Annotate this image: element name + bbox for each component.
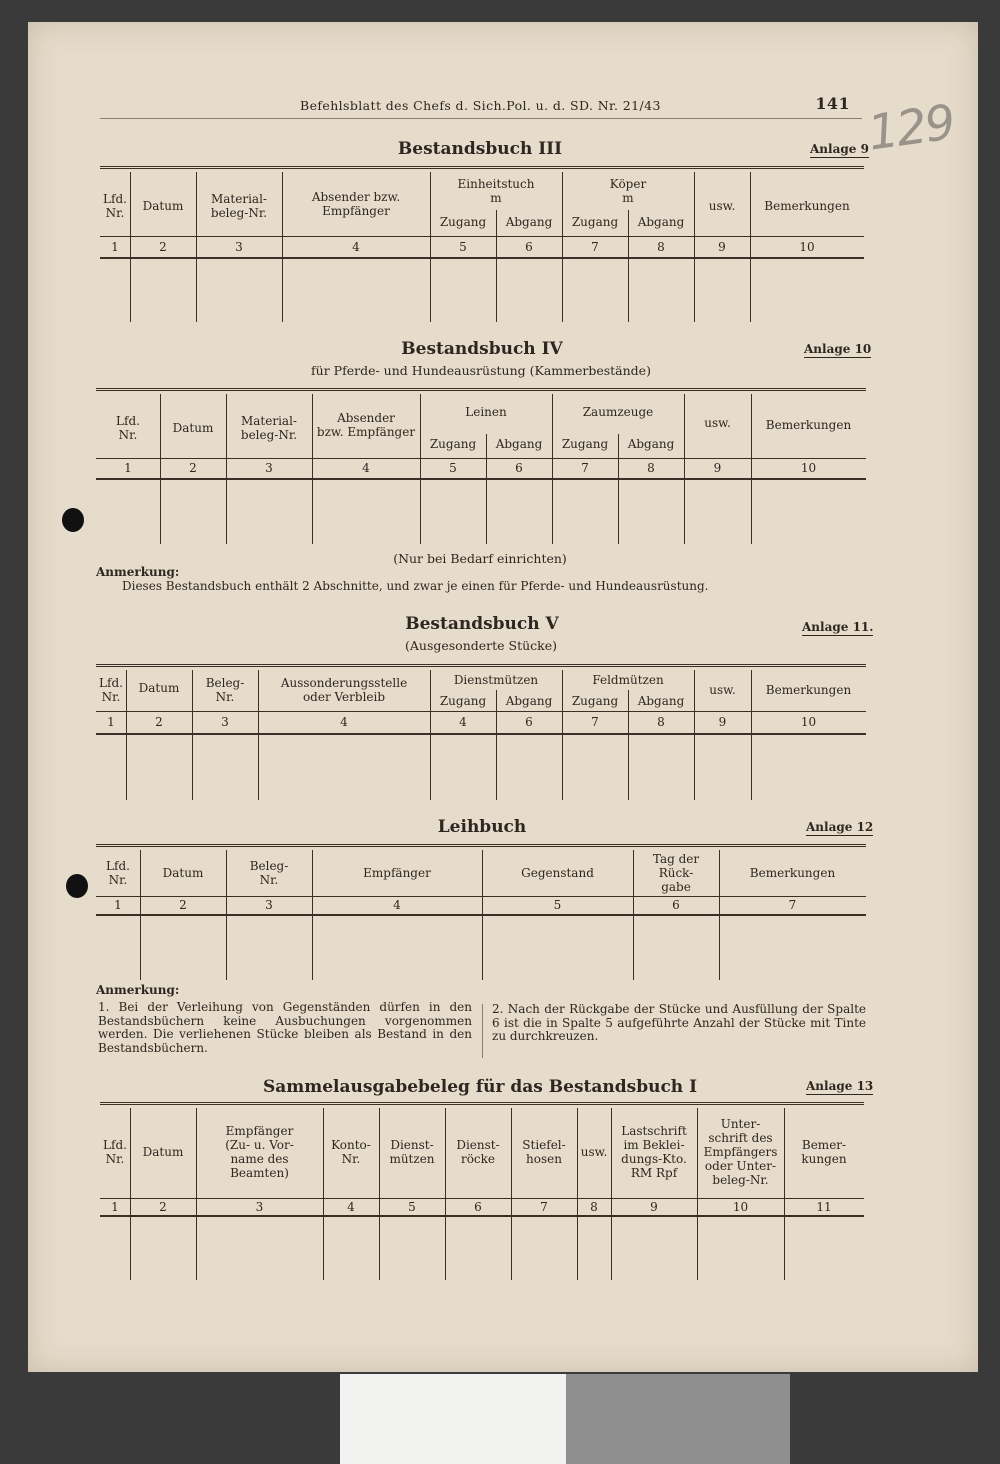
table-footnote: (Nur bei Bedarf einrichten) (393, 551, 567, 566)
col-number: 9 (718, 240, 726, 254)
col-number: 10 (800, 715, 817, 729)
note-heading: Anmerkung: (96, 565, 180, 579)
col-zugang: Zugang (429, 437, 477, 451)
section-subtitle: (Ausgesonderte Stücke) (404, 638, 557, 653)
section-title: Bestandsbuch V (405, 614, 559, 634)
col-empfaenger: Empfänger (363, 866, 431, 880)
col-datum: Datum (142, 199, 184, 213)
section-title: Bestandsbuch IV (401, 339, 563, 359)
col-lfd-nr: Lfd. Nr. (103, 1138, 127, 1166)
col-usw: usw. (708, 199, 736, 213)
col-number: 10 (800, 461, 817, 475)
col-abgang: Abgang (495, 437, 543, 451)
col-number: 1 (107, 715, 115, 729)
col-group-1: Dienstmützen (453, 673, 539, 687)
col-number: 7 (540, 1199, 548, 1214)
col-number: 2 (159, 1199, 167, 1214)
col-usw: usw. (704, 416, 731, 430)
col-beleg: Beleg- Nr. (249, 859, 289, 887)
col-datum: Datum (162, 866, 204, 880)
col-group-2: Zaumzeuge (582, 405, 654, 419)
col-abgang: Abgang (505, 215, 553, 229)
col-number: 11 (816, 1199, 832, 1214)
col-dienstroecke: Dienst- röcke (456, 1138, 500, 1166)
section-title: Sammelausgabebeleg für das Bestandsbuch I (262, 1077, 698, 1097)
col-unterschrift: Unter- schrift des Empfängers oder Unter- beleg-Nr. (703, 1117, 778, 1187)
col-abgang: Abgang (637, 694, 685, 708)
table-leihbuch (96, 844, 866, 980)
col-group-2: Feldmützen (592, 673, 664, 687)
scan-white-strip (340, 1374, 566, 1464)
col-group-2: Köper m (609, 177, 647, 205)
table-bestandsbuch-3 (100, 166, 864, 322)
col-lfd-nr: Lfd. Nr. (99, 676, 123, 704)
col-aussonderung: Aussonderungsstelle oder Verbleib (280, 676, 408, 704)
page-header (100, 96, 862, 119)
col-number: 8 (657, 715, 665, 729)
col-lfd-nr: Lfd. Nr. (116, 414, 140, 442)
anlage-label: Anlage 13 (806, 1079, 874, 1093)
col-absender: Absender bzw. Empfänger (316, 411, 416, 439)
note-text-1: 1. Bei der Verleihung von Gegenständen dürfen in den Bestandsbüchern keine Ausbuchungen vorgenommen werden. Die verliehenen Stücke bleiben als Bestand in den Bestandsbüchern. (98, 1000, 472, 1055)
col-usw: usw. (709, 683, 736, 697)
scan-gray-strip (566, 1374, 790, 1464)
col-number: 7 (581, 461, 589, 475)
col-lfd-nr: Lfd. Nr. (103, 192, 127, 220)
col-group-1: Einheitstuch m (457, 177, 535, 205)
col-bemerkungen: Bemerkungen (764, 199, 850, 213)
col-usw: usw. (580, 1145, 608, 1159)
col-lastschrift: Lastschrift im Beklei- dungs-Kto. RM Rpf (621, 1124, 687, 1180)
col-number: 9 (713, 461, 722, 475)
col-zugang: Zugang (571, 694, 619, 708)
col-number: 5 (408, 1199, 416, 1214)
col-number: 9 (718, 715, 727, 729)
col-tag-rueckgabe: Tag der Rück- gabe (652, 852, 700, 894)
col-number: 4 (459, 715, 467, 729)
col-zugang: Zugang (561, 437, 609, 451)
col-number: 4 (352, 240, 360, 254)
table-sammelausgabebeleg (100, 1102, 864, 1280)
col-number: 4 (340, 715, 348, 729)
col-number: 6 (525, 715, 533, 729)
col-empfaenger: Empfänger (Zu- u. Vor- name des Beamten) (225, 1124, 294, 1180)
col-number: 6 (672, 898, 680, 912)
col-number: 3 (265, 898, 273, 912)
page-number: 141 (815, 94, 850, 113)
col-number: 6 (515, 461, 523, 475)
col-number: 4 (393, 898, 401, 912)
table-bestandsbuch-5 (96, 664, 866, 800)
col-number: 7 (591, 240, 599, 254)
punch-hole (66, 874, 88, 898)
col-number: 3 (235, 240, 243, 254)
handwritten-number: 129 (864, 94, 958, 162)
col-number: 4 (362, 461, 370, 475)
col-number: 8 (647, 461, 655, 475)
col-datum: Datum (172, 421, 214, 435)
col-number: 1 (114, 898, 122, 912)
col-zugang: Zugang (571, 215, 619, 229)
header-title: Befehlsblatt des Chefs d. Sich.Pol. u. d. SD. Nr. 21/43 (300, 98, 661, 113)
col-abgang: Abgang (505, 694, 553, 708)
col-number: 2 (155, 715, 163, 729)
anlage-label: Anlage 11. (802, 620, 874, 634)
col-abgang: Abgang (627, 437, 675, 451)
col-group-1: Leinen (465, 405, 507, 419)
col-bemerkungen: Bemerkungen (765, 683, 852, 697)
col-beleg: Beleg- Nr. (205, 676, 245, 704)
col-number: 6 (474, 1199, 482, 1214)
note-heading: Anmerkung: (96, 983, 180, 997)
punch-hole (62, 508, 84, 532)
section-title: Leihbuch (437, 817, 527, 837)
col-bemerkungen: Bemer- kungen (801, 1138, 847, 1166)
col-number: 1 (111, 1199, 119, 1214)
col-absender: Absender bzw. Empfänger (311, 190, 401, 218)
col-bemerkungen: Bemerkungen (765, 418, 852, 432)
col-dienstmuetzen: Dienst- mützen (389, 1138, 435, 1166)
col-lfd-nr: Lfd. Nr. (106, 859, 130, 887)
anlage-label: Anlage 9 (810, 142, 869, 156)
col-beleg: Material- beleg-Nr. (210, 192, 268, 220)
col-datum: Datum (142, 1145, 184, 1159)
col-zugang: Zugang (439, 215, 487, 229)
col-number: 5 (449, 461, 457, 475)
note-text: Dieses Bestandsbuch enthält 2 Abschnitte, und zwar je einen für Pferde- und Hundeausrüstung. (122, 579, 709, 593)
table-bestandsbuch-4 (96, 388, 866, 544)
col-number: 9 (650, 1199, 658, 1214)
col-gegenstand: Gegenstand (521, 866, 594, 880)
section-subtitle: für Pferde- und Hundeausrüstung (Kammerbestände) (311, 363, 651, 378)
col-number: 4 (347, 1199, 355, 1214)
col-number: 7 (788, 898, 797, 912)
note-text-2: 2. Nach der Rückgabe der Stücke und Ausfüllung der Spalte 6 ist die in Spalte 5 aufgeführte Anzahl der Stücke mit Tinte zu durchkreuzen. (492, 1002, 866, 1043)
col-number: 3 (265, 461, 273, 475)
col-beleg: Material- beleg-Nr. (240, 414, 298, 442)
col-number: 8 (657, 240, 665, 254)
col-number: 6 (525, 240, 533, 254)
col-abgang: Abgang (637, 215, 685, 229)
col-stiefelhosen: Stiefel- hosen (522, 1138, 566, 1166)
col-number: 1 (111, 240, 119, 254)
section-title: Bestandsbuch III (397, 139, 563, 159)
col-number: 5 (553, 898, 562, 912)
col-number: 3 (221, 715, 229, 729)
col-number: 10 (732, 1199, 749, 1214)
col-number: 2 (179, 898, 187, 912)
col-bemerkungen: Bemerkungen (749, 866, 836, 880)
col-datum: Datum (138, 681, 180, 695)
col-number: 2 (189, 461, 197, 475)
anlage-label: Anlage 10 (804, 342, 872, 356)
col-zugang: Zugang (439, 694, 487, 708)
col-number: 8 (590, 1199, 598, 1214)
col-konto-nr: Konto- Nr. (331, 1138, 371, 1166)
col-number: 10 (799, 240, 815, 254)
col-number: 5 (459, 240, 467, 254)
col-number: 1 (124, 461, 132, 475)
col-number: 7 (591, 715, 599, 729)
col-number: 2 (159, 240, 167, 254)
col-number: 3 (255, 1199, 264, 1214)
note-divider (482, 1004, 483, 1058)
anlage-label: Anlage 12 (806, 820, 874, 834)
